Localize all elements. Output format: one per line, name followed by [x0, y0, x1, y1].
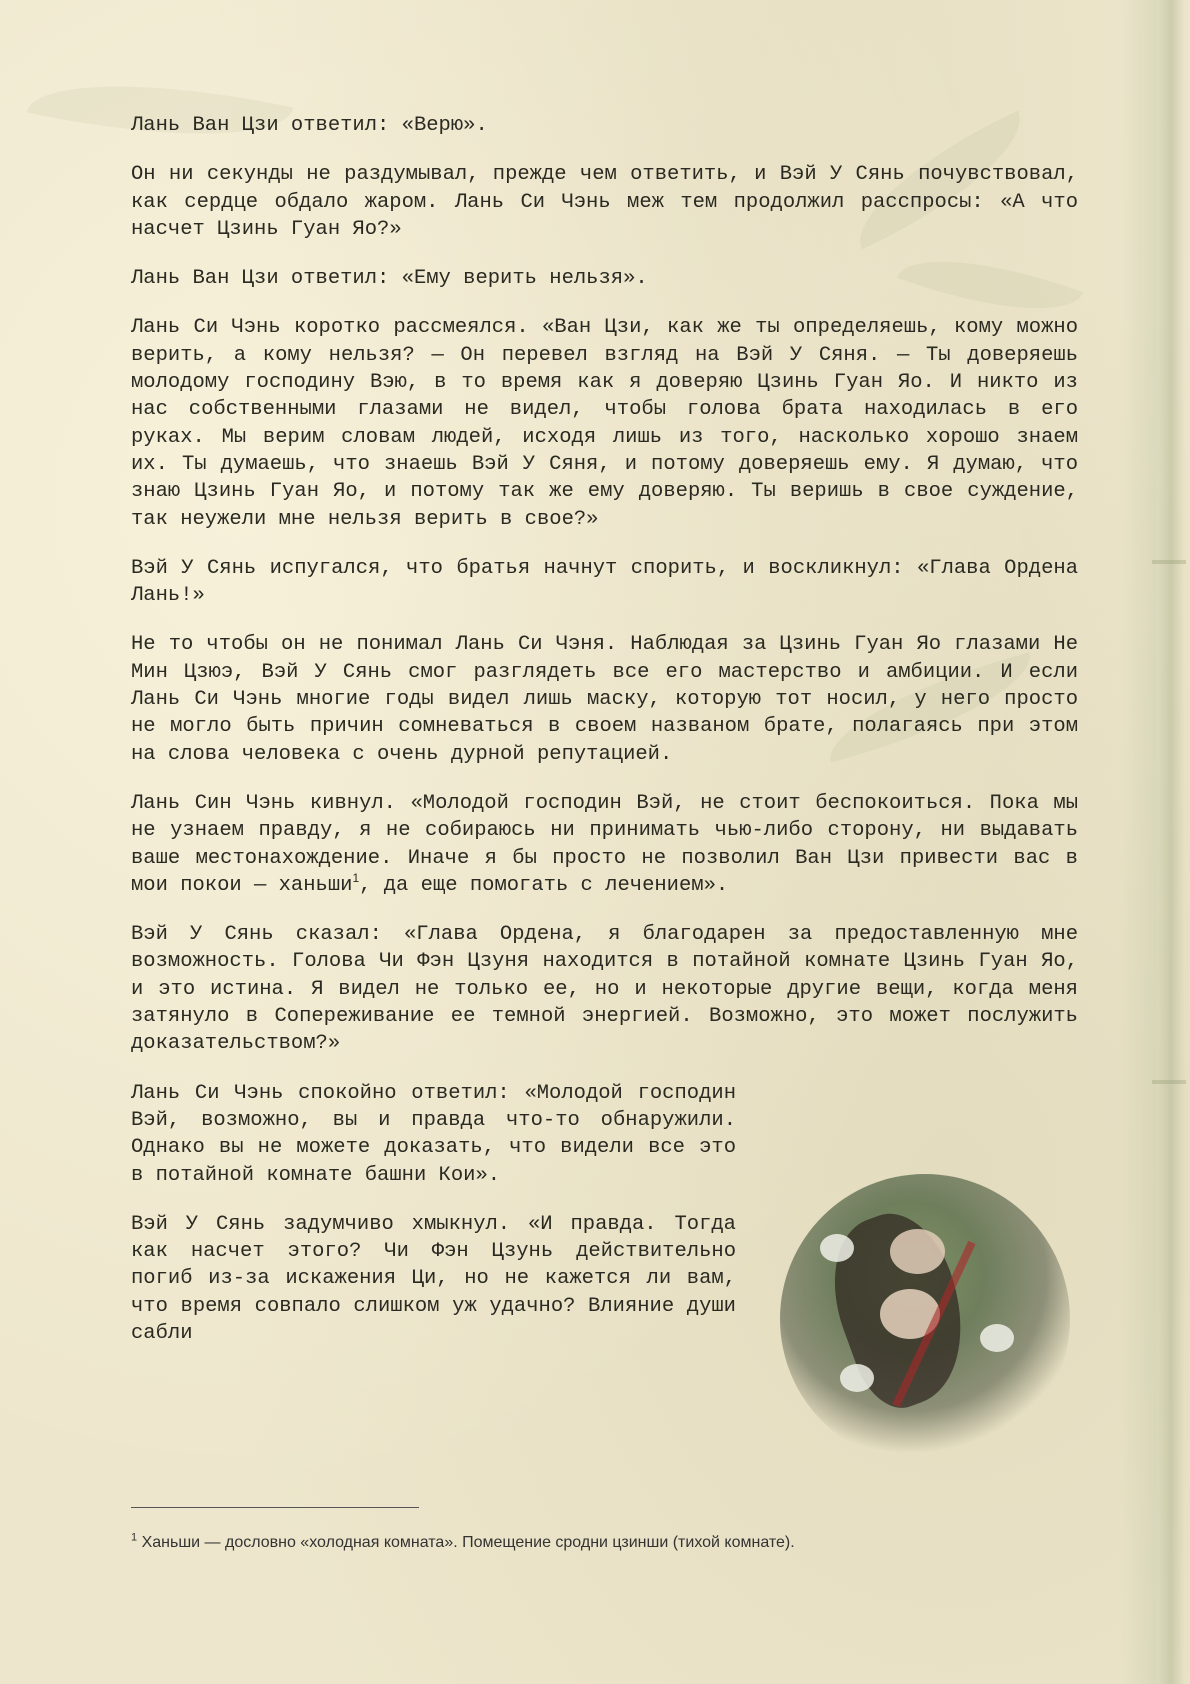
bamboo-node-decoration — [1152, 560, 1186, 564]
footnote-number: 1 — [131, 1531, 138, 1544]
illustration-image — [780, 1174, 1070, 1464]
paragraph: Лань Ван Цзи ответил: «Ему верить нельзя». — [131, 267, 648, 291]
paragraph-with-footnote — [131, 790, 1078, 899]
footnote-text: Ханьши — дословно «холодная комната». Помещение сродни цзинши (тихой комнате). — [137, 1534, 795, 1551]
paragraph: Лань Си Чэнь спокойно ответил: «Молодой господин Вэй, возможно, вы и правда что-то обнаружили. Однако вы не можете доказать, что видели все это в потайной комнате башни Кои». — [131, 1081, 736, 1187]
paragraph: Лань Ван Цзи ответил: «Верю». — [131, 114, 488, 137]
bamboo-node-decoration — [1152, 1080, 1186, 1084]
paragraph: Вэй У Сянь сказал: «Глава Ордена, я благодарен за предоставленную мне возможность. Голова Чи Фэн Цзуня находится в потайной комнате Цзинь Гуан Яо, и это истина. Я видел не только ее, но и некоторые другие вещи, когда меня затянуло в Сопереживание ее темной энергией. Возможно, это может послужить доказательством?» — [131, 923, 1078, 1056]
bamboo-stalk-decoration — [1158, 0, 1184, 1684]
footnote-separator — [131, 1507, 419, 1508]
paragraph-text: Лань Син Чэнь кивнул. «Молодой господин Вэй, не стоит беспокоиться. Пока мы не узнаем правду, я не собираюсь ни принимать чью-либо сторону, ни выдавать ваше местонахождение. Иначе я бы просто не позволил Ван Цзи привести вас в мои покои — ханьши — [131, 791, 1078, 897]
footnote — [131, 1531, 1091, 1552]
paragraph: Вэй У Сянь испугался, что братья начнут спорить, и воскликнул: «Глава Ордена Лань!» — [131, 556, 1078, 608]
paragraph: Он ни секунды не раздумывал, прежде чем ответить, и Вэй У Сянь почувствовал, как сердце обдало жаром. Лань Си Чэнь меж тем продолжил расспросы: «А что насчет Цзинь Гуан Яо?» — [131, 163, 1078, 241]
footnote-reference[interactable]: 1 — [352, 871, 360, 885]
paragraph: Вэй У Сянь задумчиво хмыкнул. «И правда. Тогда как насчет этого? Чи Фэн Цзунь действительно погиб из-за искажения Ци, но не кажется ли вам, что время совпало слишком уж удачно? Влияние души сабли — [131, 1212, 736, 1345]
paragraph-text: , да еще помогать с лечением». — [359, 873, 729, 897]
paragraph: Не то чтобы он не понимал Лань Си Чэня. Наблюдая за Цзинь Гуан Яо глазами Не Мин Цзюэ, Вэй У Сянь смог разглядеть все его мастерство и амбиции. И если Лань Си Чэнь многие годы видел лишь маску, которую тот носил, у него просто не могло быть причин сомневаться в своем названом брате, полагаясь при этом на слова человека с очень дурной репутацией. — [131, 633, 1078, 766]
paragraph: Лань Си Чэнь коротко рассмеялся. «Ван Цзи, как же ты определяешь, кому можно верить, а кому нельзя? — Он перевел взгляд на Вэй У Сяня. — Ты доверяешь молодому господину Вэю, в то время как я доверяю Цзинь Гуан Яо. И никто из нас собственными глазами не видел, чтобы голова брата находилась в его руках. Мы верим словам людей, исходя лишь из того, насколько хорошо знаем их. Ты думаешь, что знаешь Вэй У Сяня, и потому доверяешь ему. Я думаю, что знаю Цзинь Гуан Яо, и потому так же ему доверяю. Ты веришь в свое суждение, так неужели мне нельзя верить в свое?» — [131, 316, 1078, 531]
